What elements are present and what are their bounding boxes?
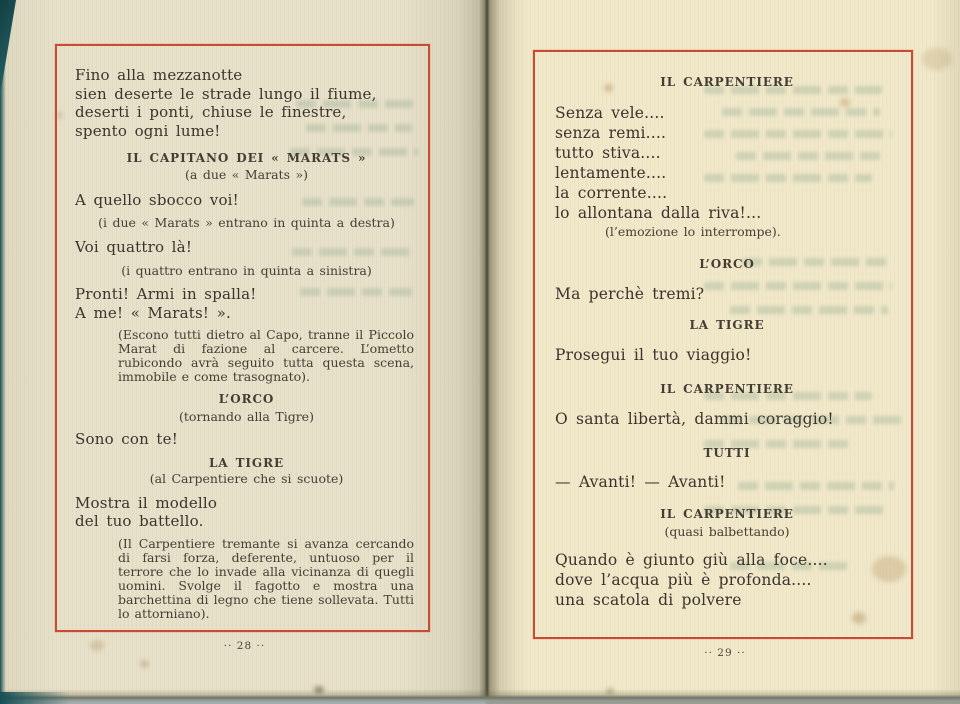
right-page-bottom-shade xyxy=(486,695,960,704)
verse-line: lo allontana dalla riva!... xyxy=(555,204,762,222)
stage-direction-block: (Il Carpentiere tremante si avanza cercando di farsi forza, deferente, untuoso per il terrore che lo invade alla vicinanza di quegli uomini. Svolge il fagotto e mostra una barchettina di legno che tiene sollevata. Tutti lo attorniano). xyxy=(118,535,414,621)
speaker-heading-carpentiere: IL CARPENTIERE xyxy=(660,382,794,396)
verse-line: sien deserte le strade lungo il fiume, xyxy=(75,84,377,103)
dialogue-couplet xyxy=(75,494,418,531)
stage-direction: (al Carpentiere che si scuote) xyxy=(149,470,344,486)
right-page-frame xyxy=(533,50,913,639)
dialogue-line: Sono con te! xyxy=(75,430,178,448)
left-page-frame xyxy=(55,44,430,632)
verse-line: senza remi.... xyxy=(555,124,667,142)
opening-verse xyxy=(75,66,418,140)
verse-line: Quando è giunto giù alla foce.... xyxy=(555,551,828,569)
dialogue-line: Prosegui il tuo viaggio! xyxy=(555,346,752,364)
verse-group xyxy=(555,550,899,610)
speaker-heading-carpentiere: IL CARPENTIERE xyxy=(660,507,794,521)
dialogue-line: Voi quattro là! xyxy=(75,237,193,256)
verse-line: Senza vele.... xyxy=(555,104,665,122)
cover-corner-bottom-left xyxy=(0,692,70,704)
verse-line: una scatola di polvere xyxy=(555,591,742,609)
verse-line: deserti i ponti, chiuse le finestre, xyxy=(75,103,347,121)
verse-line: Fino alla mezzanotte xyxy=(75,66,243,84)
verse-line: tutto stiva.... xyxy=(555,144,661,162)
verse-line: lentamente.... xyxy=(555,164,667,182)
speaker-heading-tutti: TUTTI xyxy=(703,446,751,460)
foxing-stain xyxy=(140,660,149,668)
verse-line: dove l’acqua più è profonda.... xyxy=(555,571,812,589)
page-number-29: ·· 29 ·· xyxy=(704,647,746,659)
page-number-28: ·· 28 ·· xyxy=(223,640,266,652)
stage-direction: (i due « Marats » entrano in quinta a destra) xyxy=(98,214,395,230)
stage-direction: (l’emozione lo interrompe). xyxy=(605,224,781,239)
speaker-heading-capitano: IL CAPITANO DEI « MARATS » xyxy=(126,151,367,165)
speaker-heading-carpentiere: IL CARPENTIERE xyxy=(660,75,794,89)
speaker-heading-tigre: LA TIGRE xyxy=(208,455,285,470)
foxing-stain xyxy=(922,48,952,70)
dialogue-line: del tuo battello. xyxy=(75,512,204,530)
dialogue-line: O santa libertà, dammi coraggio! xyxy=(555,410,834,428)
verse-line: la corrente.... xyxy=(555,184,668,202)
dialogue-line: Pronti! Armi in spalla! xyxy=(75,285,257,303)
dialogue-line: A me! « Marats! ». xyxy=(75,303,231,322)
dialogue-couplet xyxy=(75,285,418,322)
stage-direction-block: (Escono tutti dietro al Capo, tranne il Piccolo Marat di fazione al carcere. L’ometto rubicondo avrà seguito tutta questa scena, immobile e come trasognato). xyxy=(118,327,414,384)
stage-direction: (quasi balbettando) xyxy=(664,524,790,539)
verse-group xyxy=(555,103,899,223)
speaker-heading-orco: L’ORCO xyxy=(218,392,275,406)
dialogue-line: A quello sbocco voi! xyxy=(75,191,239,209)
verse-line: spento ogni lume! xyxy=(75,121,221,140)
stage-direction: (a due « Marats ») xyxy=(185,167,308,182)
dialogue-line: — Avanti! — Avanti! xyxy=(555,473,726,491)
cover-edge-left xyxy=(0,0,6,704)
book-gutter-shadow xyxy=(458,0,516,704)
speaker-heading-orco: L’ORCO xyxy=(699,257,755,271)
speaker-heading-tigre: LA TIGRE xyxy=(689,318,765,332)
dialogue-line: Mostra il modello xyxy=(75,493,218,512)
stage-direction: (tornando alla Tigre) xyxy=(179,409,314,424)
dialogue-line: Ma perchè tremi? xyxy=(555,285,705,303)
stage-direction: (i quattro entrano in quinta a sinistra) xyxy=(121,263,372,278)
